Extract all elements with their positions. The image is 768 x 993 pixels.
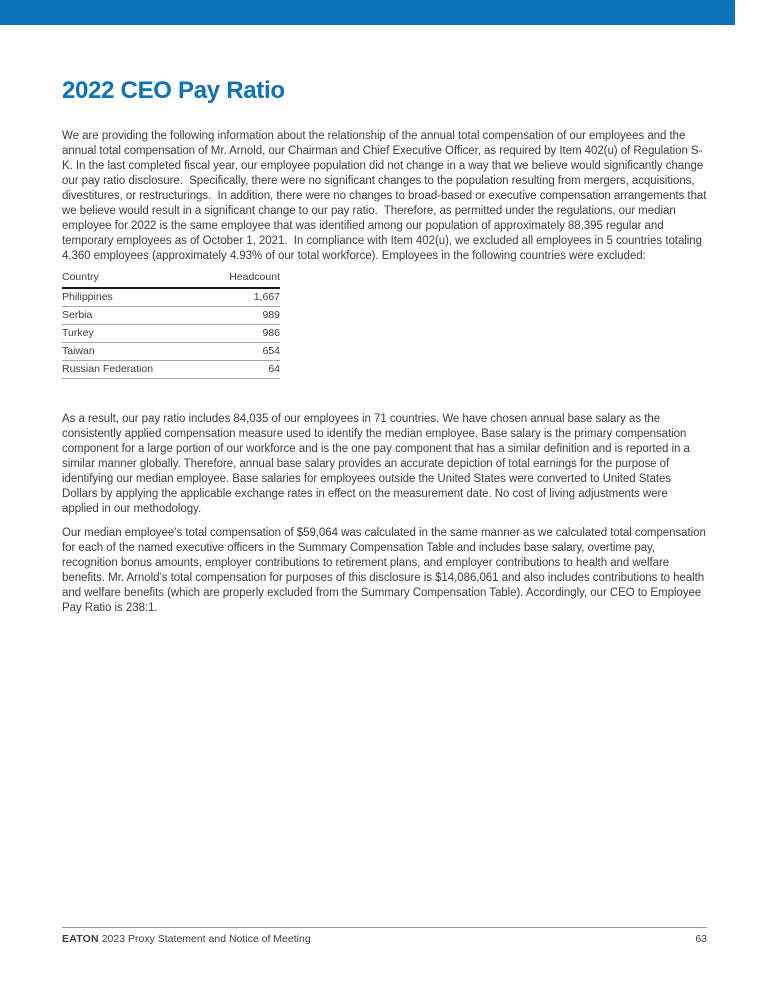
headcount-cell: 64 — [202, 361, 280, 379]
table-row — [62, 307, 280, 325]
page-title: 2022 CEO Pay Ratio — [62, 77, 285, 104]
table-header-row — [62, 271, 280, 288]
page-footer — [62, 927, 707, 946]
footer-text — [62, 933, 311, 946]
country-cell: Turkey — [62, 325, 202, 343]
table-row — [62, 325, 280, 343]
headcount-cell: 989 — [202, 307, 280, 325]
headcount-cell: 1,667 — [202, 288, 280, 307]
brand-name: EATON — [62, 933, 99, 945]
country-cell: Philippines — [62, 288, 202, 307]
methodology-paragraph: As a result, our pay ratio includes 84,035 of our employees in 71 countries. We have chosen annual base salary as the consistently applied compensation measure used to identify the median employee. Base salary is the primary compensation component for a large portion of our workforce and is the one pay component that has a similar definition and is reported in a similar manner globally. Therefore, annual base salary provides an accurate depiction of total earnings for the purpose of identifying our median employee. Base salaries for employees outside the United States were converted to United States Dollars by applying the applicable exchange rates in effect on the measurement date. No cost of living adjustments were applied in our methodology. — [62, 413, 694, 515]
footer-divider — [62, 927, 707, 928]
column-header-country: Country — [62, 271, 202, 288]
page-content — [62, 0, 710, 616]
intro-paragraph: We are providing the following information about the relationship of the annual total compensation of our employees and the annual total compensation of Mr. Arnold, our Chairman and Chief Executive Officer, as required by Item 402(u) of Regulation S-K. In the last completed fiscal year, our employee population did not change in a way that we believe would significantly change our pay ratio disclosure. Specifically, there were no significant changes to the population resulting from mergers, acquisitions, divestitures, or restructurings. In addition, there were no changes to broad-based or executive compensation arrangements that we believe would result in a significant change to our pay ratio. Therefore, as permitted under the regulations, our median employee for 2022 is the same employee that was identified among our population of approximately 88,395 regular and temporary employees as of October 1, 2021. In compliance with Item 402(u), we excluded all employees in 5 countries totaling 4,360 employees (approximately 4.93% of our total workforce). Employees in the following countries were excluded: — [62, 130, 710, 262]
footer-row — [62, 933, 707, 946]
excluded-countries-table — [62, 271, 280, 379]
country-cell: Serbia — [62, 307, 202, 325]
pay-ratio-paragraph: Our median employee’s total compensation of $59,064 was calculated in the same manner as we calculated total compensation for each of the named executive officers in the Summary Compensation Table and includes base salary, overtime pay, recognition bonus amounts, employer contributions to retirement plans, and employer contributions to health and welfare benefits. Mr. Arnold’s total compensation for purposes of this disclosure is $14,086,061 and also includes contributions to health and welfare benefits (which are properly excluded from the Summary Compensation Table). Accordingly, our CEO to Employee Pay Ratio is 238:1. — [62, 527, 710, 614]
page-number: 63 — [695, 933, 707, 945]
country-cell: Russian Federation — [62, 361, 202, 379]
footer-label: 2023 Proxy Statement and Notice of Meeting — [101, 933, 311, 945]
table-row — [62, 343, 280, 361]
country-cell: Taiwan — [62, 343, 202, 361]
headcount-cell: 654 — [202, 343, 280, 361]
column-header-headcount: Headcount — [202, 271, 280, 288]
headcount-cell: 986 — [202, 325, 280, 343]
table-row — [62, 361, 280, 379]
table-row — [62, 288, 280, 307]
